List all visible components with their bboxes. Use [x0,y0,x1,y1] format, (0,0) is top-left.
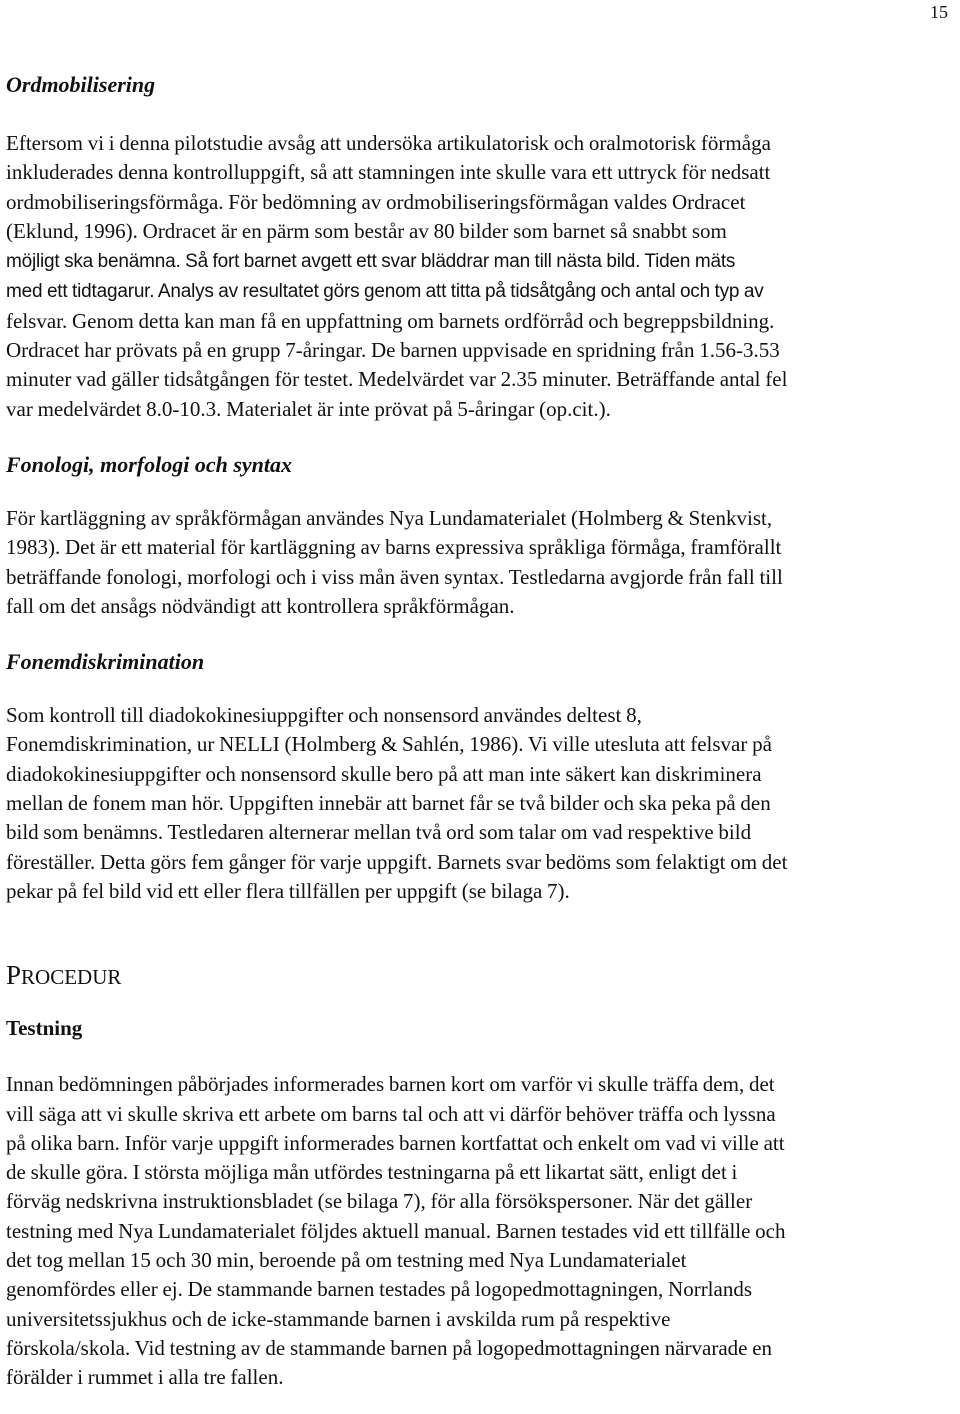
text-line: testning med Nya Lundamaterialet följdes aktuell manual. Barnen testades vid ett tillfälle och [6,1218,786,1243]
text-line: felsvar. Genom detta kan man få en uppfattning om barnets ordförråd och begreppsbildning. [6,308,775,333]
document-body [6,70,954,1393]
section-title-initial: P [6,960,22,991]
text-line: För kartläggning av språkförmågan användes Nya Lundamaterialet (Holmberg & Stenkvist, [6,505,773,530]
text-line: vill säga att vi skulle skriva ett arbete om barns tal och att vi därför behöver träffa och lyssna [6,1101,776,1126]
paragraph-ordmobilisering [6,129,954,424]
text-line: på olika barn. Inför varje uppgift informerades barnen kortfattat och enkelt om vad vi ville att [6,1130,785,1155]
text-line: föreställer. Detta görs fem gånger för varje uppgift. Barnets svar bedöms som felaktigt om det [6,849,788,874]
text-line: med ett tidtagarur. Analys av resultatet görs genom att titta på tidsåtgång och antal och typ av [6,281,764,303]
text-line: universitetssjukhus och de icke-stammande barnen i avskilda rum på respektive [6,1306,671,1331]
text-line: Ordracet har prövats på en grupp 7-åringar. De barnen uppvisade en spridning från 1.56-3.53 [6,338,780,363]
page-number: 15 [930,2,948,22]
text-line: de skulle göra. I största möjliga mån utfördes testningarna på ett likartat sätt, enligt det i [6,1160,738,1185]
text-line: mellan de fonem man hör. Uppgiften innebär att barnet får se två bilder och ska peka på den [6,791,771,816]
text-line: genomfördes eller ej. De stammande barnen testades på logopedmottagningen, Norrlands [6,1277,753,1302]
paragraph-fonemdiskrimination [6,701,954,906]
heading-testning: Testning [6,1016,83,1041]
text-line: Innan bedömningen påbörjades informerades barnen kort om varför vi skulle träffa dem, det [6,1072,775,1097]
text-line: inkluderades denna kontrolluppgift, så att stamningen inte skulle vara ett uttryck för nedsatt [6,160,771,185]
paragraph-testning [6,1070,954,1392]
text-line: Som kontroll till diadokokinesiuppgifter och nonsensord användes deltest 8, [6,703,642,728]
text-line: minuter vad gäller tidsåtgången för testet. Medelvärdet var 2.35 minuter. Beträffande antal fel [6,367,788,392]
text-line: bild som benämns. Testledaren alternerar mellan två ord som talar om vad respektive bild [6,820,752,845]
section-title-procedur [6,958,954,994]
text-line: Fonemdiskrimination, ur NELLI (Holmberg & Sahlén, 1986). Vi ville utesluta att felsvar på [6,732,772,757]
heading-ordmobilisering: Ordmobilisering [6,72,156,97]
text-line: förväg nedskrivna instruktionsbladet (se bilaga 7), för alla försökspersoner. När det gäller [6,1189,753,1214]
text-line: möjligt ska benämna. Så fort barnet avgett ett svar bläddrar man till nästa bild. Tiden mäts [6,251,736,273]
text-line: ordmobiliseringsförmåga. För bedömning av ordmobiliseringsförmågan valdes Ordracet [6,189,746,214]
text-line: var medelvärdet 8.0-10.3. Materialet är inte prövat på 5-åringar (op.cit.). [6,396,611,421]
heading-fonemdiskrimination: Fonemdiskrimination [6,649,205,675]
text-line: förskola/skola. Vid testning av de stammande barnen på logopedmottagningen närvarade en [6,1335,773,1360]
section-title-smallcaps: ROCEDUR [21,965,122,990]
paragraph-fonologi [6,504,954,621]
text-line: förälder i rummet i alla tre fallen. [6,1365,284,1390]
text-line: beträffande fonologi, morfologi och i viss mån även syntax. Testledarna avgjorde från fall till [6,564,783,589]
text-line: diadokokinesiuppgifter och nonsensord skulle bero på att man inte säkert kan diskriminera [6,761,762,786]
text-line: Eftersom vi i denna pilotstudie avsåg att undersöka artikulatorisk och oralmotorisk förmåga [6,131,771,155]
text-line: (Eklund, 1996). Ordracet är en pärm som består av 80 bilder som barnet så snabbt som [6,218,727,243]
text-line: 1983). Det är ett material för kartläggning av barns expressiva språkliga förmåga, framförallt [6,535,782,560]
text-line: fall om det ansågs nödvändigt att kontrollera språkförmågan. [6,593,515,618]
text-line: pekar på fel bild vid ett eller flera tillfällen per uppgift (se bilaga 7). [6,878,570,903]
text-line: det tog mellan 15 och 30 min, beroende på om testning med Nya Lundamaterialet [6,1248,687,1273]
heading-fonologi: Fonologi, morfologi och syntax [6,451,293,477]
